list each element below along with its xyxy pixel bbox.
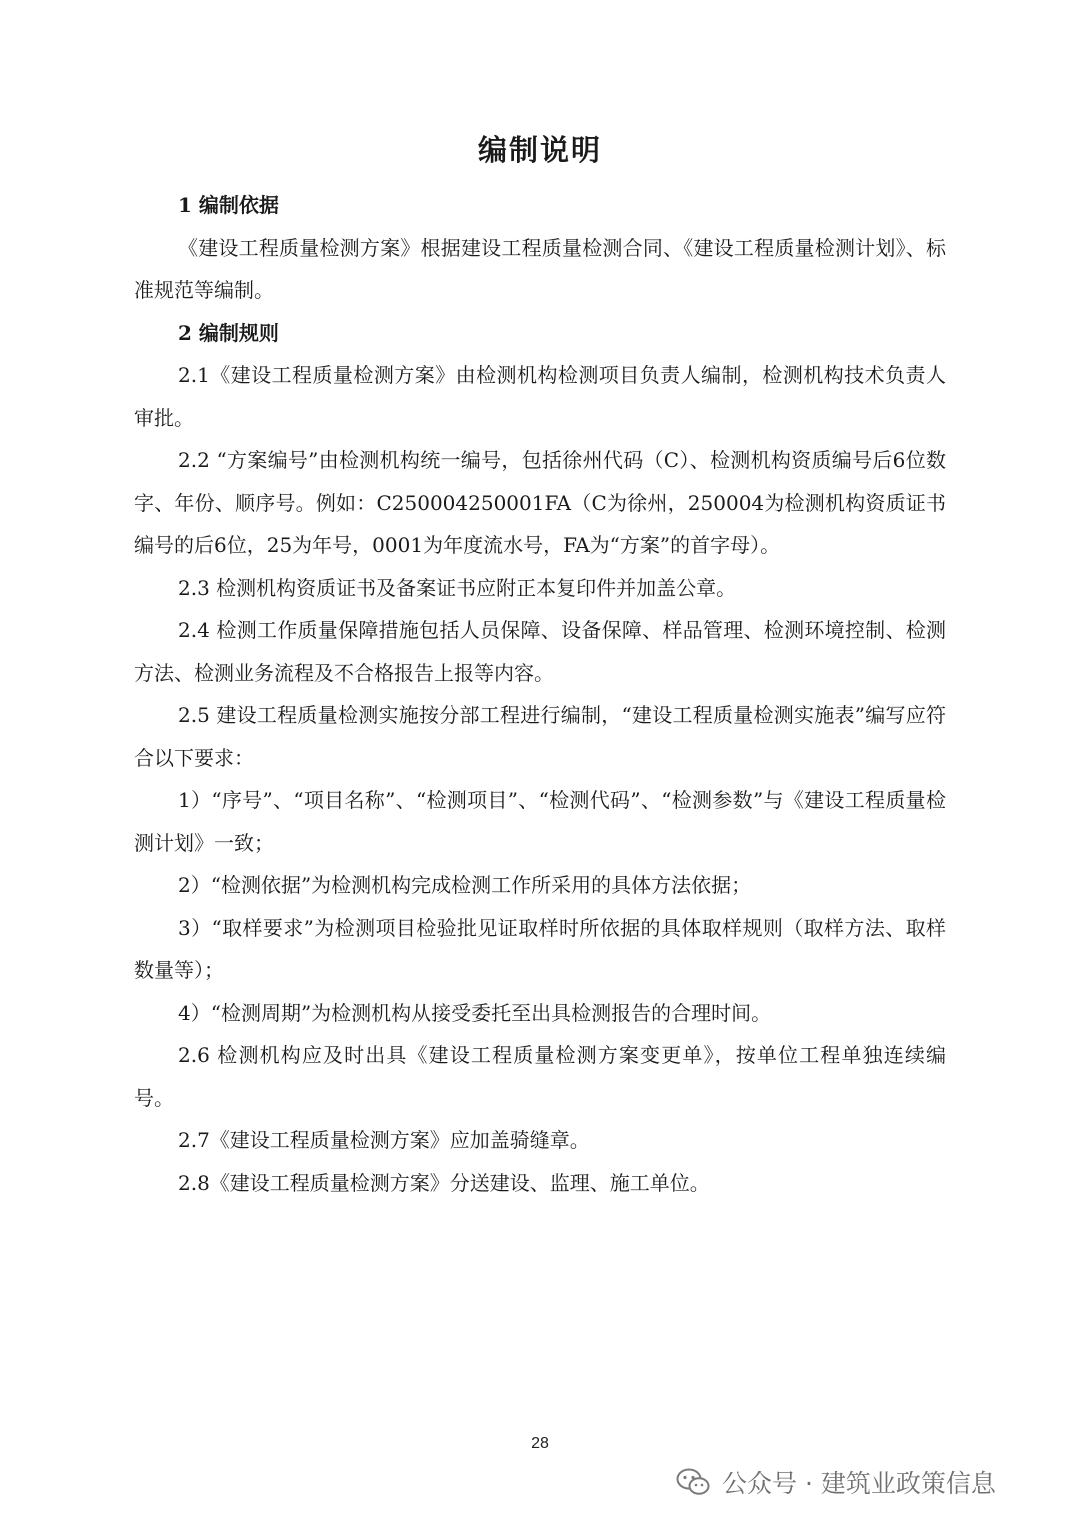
section-heading: 2 编制规则	[178, 320, 279, 345]
paragraph: 《建设工程质量检测方案》根据建设工程质量检测合同、《建设工程质量检测计划》、标准规范等编制。	[134, 235, 946, 302]
paragraph: 3）“取样要求”为检测项目检验批见证取样时所依据的具体取样规则（取样方法、取样数量等）；	[134, 915, 946, 982]
section-heading: 1 编制依据	[178, 193, 279, 217]
document-body	[134, 184, 946, 1204]
paragraph: 2.6 检测机构应及时出具《建设工程质量检测方案变更单》，按单位工程单独连续编号。	[134, 1043, 946, 1110]
wechat-icon	[676, 1467, 710, 1497]
paragraph: 2）“检测依据”为检测机构完成检测工作所采用的具体方法依据；	[178, 873, 752, 897]
paragraph: 2.2 “方案编号”由检测机构统一编号，包括徐州代码（C）、检测机构资质编号后6位数字、年份、顺序号。例如：C250004250001FA（C为徐州，250004为检测机构资质证书编号的后6位，25为年号，0001为年度流水号，FA为“方案”的首字母）。	[134, 448, 946, 557]
paragraph: 1）“序号”、“项目名称”、“检测项目”、“检测代码”、“检测参数”与《建设工程质量检测计划》一致；	[134, 788, 946, 855]
paragraph: 2.4 检测工作质量保障措施包括人员保障、设备保障、样品管理、检测环境控制、检测方法、检测业务流程及不合格报告上报等内容。	[134, 618, 946, 685]
watermark-text: 公众号 · 建筑业政策信息	[722, 1469, 996, 1498]
paragraph: 4）“检测周期”为检测机构从接受委托至出具检测报告的合理时间。	[178, 1000, 772, 1025]
paragraph: 2.7《建设工程质量检测方案》应加盖骑缝章。	[178, 1128, 590, 1152]
paragraph: 2.3 检测机构资质证书及备案证书应附正本复印件并加盖公章。	[178, 575, 737, 600]
paragraph: 2.8《建设工程质量检测方案》分送建设、监理、施工单位。	[178, 1170, 710, 1195]
page-title: 编制说明	[477, 133, 602, 167]
paragraph: 2.1《建设工程质量检测方案》由检测机构检测项目负责人编制，检测机构技术负责人审批。	[134, 363, 946, 430]
paragraph: 2.5 建设工程质量检测实施按分部工程进行编制，“建设工程质量检测实施表”编写应符合以下要求：	[134, 703, 946, 770]
watermark	[676, 1462, 996, 1502]
page-number: 28	[531, 1435, 549, 1452]
